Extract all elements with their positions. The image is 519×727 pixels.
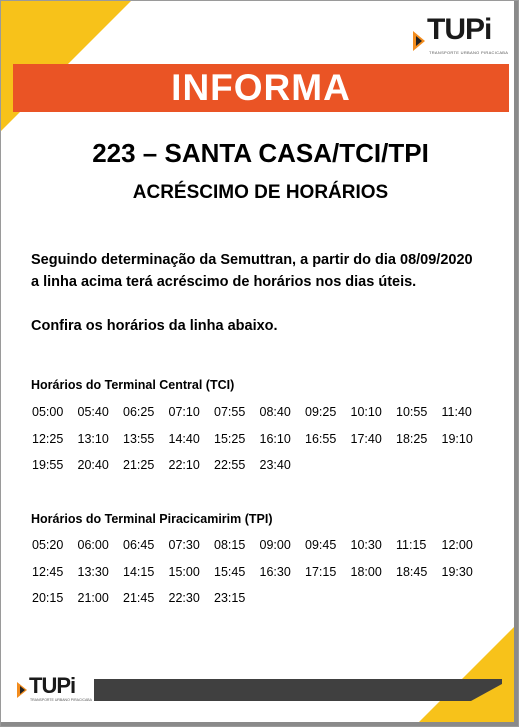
schedule-time: 10:10 [350, 405, 382, 419]
schedule-time: 18:25 [396, 431, 428, 446]
schedule-heading-tci: Horários do Terminal Central (TCI) [31, 378, 235, 392]
schedule-time: 20:40 [77, 458, 109, 472]
schedule-time: 06:45 [123, 538, 155, 552]
schedule-time: 19:30 [441, 564, 473, 579]
schedule-time: 13:30 [77, 564, 109, 579]
schedule-time: 15:25 [214, 431, 246, 446]
schedule-time: 14:40 [168, 431, 200, 446]
schedule-time: 16:55 [305, 431, 337, 446]
schedule-time: 16:10 [259, 431, 291, 446]
footer-logo-tagline: TRANSPORTE URBANO PIRACICABA [30, 698, 92, 702]
schedule-time: 19:10 [441, 431, 473, 446]
schedule-time: 12:00 [441, 538, 473, 552]
schedule-time: 10:55 [396, 405, 428, 419]
schedule-time: 23:15 [214, 591, 246, 605]
schedule-time: 17:40 [350, 431, 382, 446]
schedule-time: 10:30 [350, 538, 382, 552]
corner-triangle-bottom-right [419, 627, 514, 722]
schedule-time: 11:40 [441, 405, 472, 419]
schedule-time: 21:00 [77, 591, 109, 605]
schedule-time: 09:45 [305, 538, 337, 552]
schedule-time: 09:00 [259, 538, 291, 552]
tupi-logo-footer [17, 673, 97, 706]
notice-subtitle: ACRÉSCIMO DE HORÁRIOS [132, 182, 389, 203]
schedule-time: 07:55 [214, 405, 246, 419]
schedule-time: 14:15 [123, 564, 155, 579]
schedule-time: 23:40 [259, 458, 291, 472]
informa-banner: INFORMA [13, 64, 509, 112]
schedule-time: 15:45 [214, 564, 246, 579]
notice-paragraph: Seguindo determinação da Semuttran, a partir do dia 08/09/2020 a linha acima terá acréscimo de horários nos dias úteis. [31, 252, 473, 290]
schedule-time: 12:25 [32, 431, 64, 446]
schedule-time: 18:45 [396, 564, 428, 579]
schedule-time: 19:55 [32, 458, 64, 472]
schedule-time: 05:00 [32, 405, 64, 419]
schedule-time: 05:20 [32, 538, 64, 552]
schedule-time: 06:25 [123, 405, 155, 419]
footer-accent [471, 679, 511, 701]
schedule-time: 22:55 [214, 458, 246, 472]
schedule-time: 13:10 [77, 431, 109, 446]
logo-wordmark: TUPi [427, 13, 492, 46]
page-shadow-right [514, 1, 518, 727]
schedule-time: 13:55 [123, 431, 155, 446]
schedule-time: 12:45 [32, 564, 64, 579]
schedule-time: 18:00 [350, 564, 382, 579]
schedule-grid-tci [32, 399, 487, 479]
schedule-time: 07:10 [168, 405, 200, 419]
tupi-logo-header [413, 13, 509, 61]
line-title: 223 – SANTA CASA/TCI/TPI [92, 138, 429, 168]
schedule-time: 15:00 [168, 564, 200, 579]
logo-arrow-inner-icon [416, 36, 422, 46]
logo-tagline: TRANSPORTE URBANO PIRACICABA [429, 50, 509, 55]
schedule-time: 21:25 [123, 458, 155, 472]
schedule-time: 09:25 [305, 405, 337, 419]
schedule-time: 22:10 [168, 458, 200, 472]
schedule-time: 06:00 [77, 538, 109, 552]
footer-logo-arrow-inner-icon [20, 686, 25, 694]
schedule-time: 11:15 [396, 538, 427, 552]
schedule-time: 21:45 [123, 591, 155, 605]
confira-text: Confira os horários da linha abaixo. [31, 318, 278, 334]
schedule-time: 17:15 [305, 564, 337, 579]
schedule-time: 07:30 [168, 538, 200, 552]
schedule-time: 22:30 [168, 591, 200, 605]
footer-logo-wordmark: TUPi [29, 673, 76, 698]
schedule-heading-tpi: Horários do Terminal Piracicamirim (TPI) [31, 512, 273, 526]
schedule-time: 08:40 [259, 405, 291, 419]
page-shadow-bottom [1, 722, 519, 726]
footer-bar [94, 679, 502, 701]
schedule-grid-tpi [32, 532, 487, 612]
schedule-time: 08:15 [214, 538, 246, 552]
schedule-time: 05:40 [77, 405, 109, 419]
schedule-time: 16:30 [259, 564, 291, 579]
schedule-time: 20:15 [32, 591, 64, 605]
